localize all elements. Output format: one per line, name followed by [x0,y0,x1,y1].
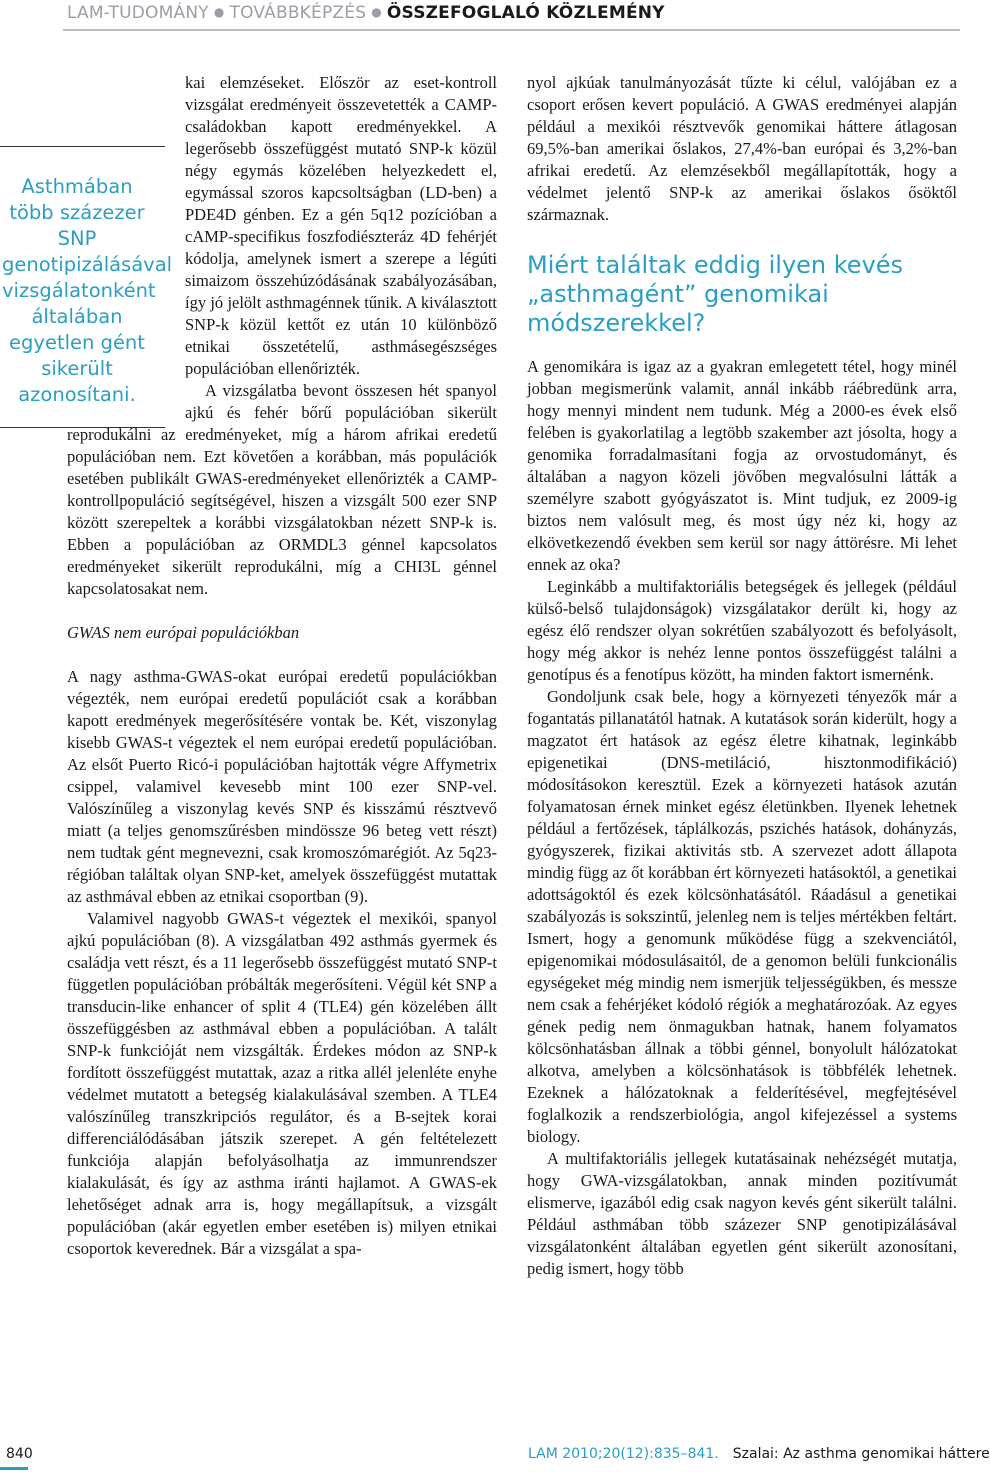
header-section-osszefoglalo: ÖSSZEFOGLALÓ KÖZLEMÉNY [386,3,665,23]
footer-citation [528,1446,990,1462]
pull-quote-gap [67,138,185,424]
article-running-title: Szalai: Az asthma genomikai háttere [732,1446,990,1462]
pull-quote-text: Asthmában több százezer SNP genotipizálásával vizsgálatonként általában egyetlen gént sikerült azonosítani. [2,175,173,406]
paragraph: nyol ajkúak tanulmányozását tűzte ki célul, valójában ez a csoport erősen kevert populáció. A GWAS eredményei alapján például a mexikói résztvevők genomikai háttere átlagosan 69,5%-ban amerikai őslakos, 27,4%-ban európai és 3,2%-ban afrikai eredetű. Az elemzésekből megállapították, hogy a védelmet jelentő SNP-k az amerikai őslakos ősöktől származnak. [527,73,957,224]
header-text [67,3,665,23]
paragraph: kai elemzéseket. Először az eset-kontroll vizsgálat eredményeit összevetették a CAMP-családokban kapott eredményekkel. A legerősebb összefüggést mutató SNP-k közül négy egymás közelében helyezkedett el, egymással szoros kapcsoltságban (LD-ben) a PDE4D génben. Ez a gén 5q12 pozícióban a cAMP-specifikus foszfodiészteráz 4D fehérjét kódolja, amelynek ismert a szerepe a légúti simaizom összehúzódásának szabályozásában, így jó jelölt asthmagénnek tűnik. A kiválasztott SNP-k közül kettőt ez után 10 különböző etnikai összetételű, asthmásegészséges populációban ellenőrizték. [185,73,497,378]
section-title: Miért találtak eddig ilyen kevés „asthmagént” genomikai módszerekkel? [527,251,904,337]
paragraph: Leginkább a multifaktoriális betegségek és jellegek (például külső-belső tulajdonságok) vizsgálatakor derült ki, hogy az egész élő rendszer olyan sokrétűen szabályozott és befolyásolt, hogy még akkor is nehéz lenne pontos összefüggést találni a genotípus és a fenotípus között, ha minden faktort ismernénk. [527,577,957,684]
header-section-lam-tudomany: LAM-TUDOMÁNY [67,3,209,23]
paragraph: Gondoljunk csak bele, hogy a környezeti tényezők már a fogantatás pillanatától hatnak. A kutatások során kiderült, hogy a magzatot ért hatások az egész életre kihatnak, leginkább epigenetikai (DNS-metiláció, hisztonmodifikáció) módosításokon keresztül. Ezek a környezeti hatások azután folyamatosan érnek minket egész életünkben. Ilyenek lehetnek például a fertőzések, táplálkozás, pszichés hatások, dohányzás, gyógyszerek, fizikai aktivitás stb. A szervezet adott állapota mindig függ az őt korábban ért környezeti hatásoktól, a genetikai adottságoktól és ezek kölcsönhatásától. Ráadásul a genetikai szabályozás is sokszintű, jelenleg nem is teljes mértékben feltárt. Ismert, hogy a genomunk működése függ a szekvenciától, epigenomikai módosulásaitól, de a genomon belüli funkcionális egységeket még mindig nem ismerjük teljességükben, és messze nem csak a fehérjéket kódoló régiók a meghatározóak. Az egyes gének pedig nem önmagukban hatnak, hanem folyamatos kölcsönhatásban állnak a többi génnel, bonyolult hálózatokat alkotva, amelyben a kölcsönhatások is többfélék lehetnek. Ezeknek a hálózatoknak a felderítésével, megfejtésével foglalkozik a rendszerbiológia, angol kifejezéssel a systems biology. [527,687,957,1146]
header-dot-icon: ● [213,5,225,19]
paragraph: A genomikára is igaz az a gyakran emlegetett tétel, hogy minél jobban megismerünk valamit, annál inkább ráébredünk arra, hogy mennyi mindent nem tudunk. Még a 2000-es évek első felében is gyakorlatilag a legtöbb szakember azt jósolta, hogy a genomika forradalmasítani fogja az orvostudományt, és általában a nagyon közeli jövőben megvalósulni látták a személyre szabott gyógyászatot is. Mint tudjuk, ez 2009-ig biztos nem valósult meg, és most úgy néz ki, hogy az elkövetkezendő években sem kerül sor nagy áttörésre. Mi lehet ennek az oka? [527,357,957,574]
paragraph: A multifaktoriális jellegek kutatásainak nehézségét mutatja, hogy GWA-vizsgálatokban, annak minden pozitívumát elismerve, igazából edig csak nagyon kevés gént sikerült találni. Például asthmában több százezer SNP genotipizálásával vizsgálatonként általában egyetlen gént sikerült azonosítani, pedig ismert, hogy több [527,1149,957,1278]
paragraph: A nagy asthma-GWAS-okat európai eredetű populációkban végezték, nem európai eredetű populációt csak a korábban kapott eredmények megerősítésére vontak be. Két, viszonylag kisebb GWAS-t végeztek el nem európai eredetű populációban. Az elsőt Puerto Ricó-i populációban hajtották végre Affymetrix csippel, valamivel kevesebb mint 100 ezer SNP-vel. Valószínűleg a viszonylag kevés SNP és kisszámú résztvevő miatt (a teljes genomszűrésben mindössze 96 beteg vett részt) nem tudtak gént megnevezni, csak kromoszómarégiót. Az 5q23-régióban találtak olyan SNP-ket, amelyek összefüggést mutattak az asthmával ebben az etnikai csoportban (9). [67,667,497,906]
paragraph: Valamivel nagyobb GWAS-t végeztek el mexikói, spanyol ajkú populációban (8). A vizsgálatban 492 asthmás gyermek és családja vett részt, és a 11 legerősebb összefüggést mutató SNP-t független populációban próbálták megerősíteni. Végül két SNP a transducin-like enhancer of split 4 (TLE4) gén közelében állt összefüggésben az asthmával ebben a populációban. A talált SNP-k funkcióját nem vizsgálták. Érdekes módon az SNP-k fordított összefüggést mutattak, azaz a ritka allél jelenléte enyhe védelmet mutatott a betegség kialakulásával szemben. A TLE4 valószínűleg transzkripciós regulátor, és a B-sejtek korai differenciálódásában játszik szerepet. A gén feltételezett funkciója alapján befolyásolhatja az immunrendszer kialakulását, és így az asthma iránti hajlamot. A GWAS-ek lehetőséget adnak arra is, hogy megállapítsuk, a vizsgált populációban (akár egyetlen ember esetében is) milyen etnikai csoportok keverednek. Bár a vizsgálat a spa- [67,909,497,1258]
left-column [67,72,497,1260]
subheading: GWAS nem európai populációkban [67,623,300,642]
page-number: 840 [6,1446,33,1462]
right-column [527,72,957,1280]
header-dot-icon: ● [371,5,382,19]
paragraph: A vizsgálatba bevont összesen hét spanyol ajkú és fehér bőrű populációban sikerült reprodukálni az eredményeket, míg a három afrikai eredetű populációban nem. Ezt követően a korábban, más populációk esetében publikált GWAS-eredményeket ellenőrizték a CAMP-kontrollpopuláció segítségével, hiszen a vizsgált 500 ezer SNP között szerepeltek a korábbi vizsgálatokban nézett SNP-k is. Ebben a populációban az ORMDL3 génnel kapcsolatos eredményeket sikerült reprodukálni, míg a CHI3L génnel kapcsolatosakat nem. [67,381,497,598]
footer-rule [0,1467,28,1470]
running-header [0,0,960,30]
header-section-tovabbkepzes: TOVÁBBKÉPZÉS [229,3,367,23]
journal-citation: LAM 2010;20(12):835–841. [528,1446,719,1462]
